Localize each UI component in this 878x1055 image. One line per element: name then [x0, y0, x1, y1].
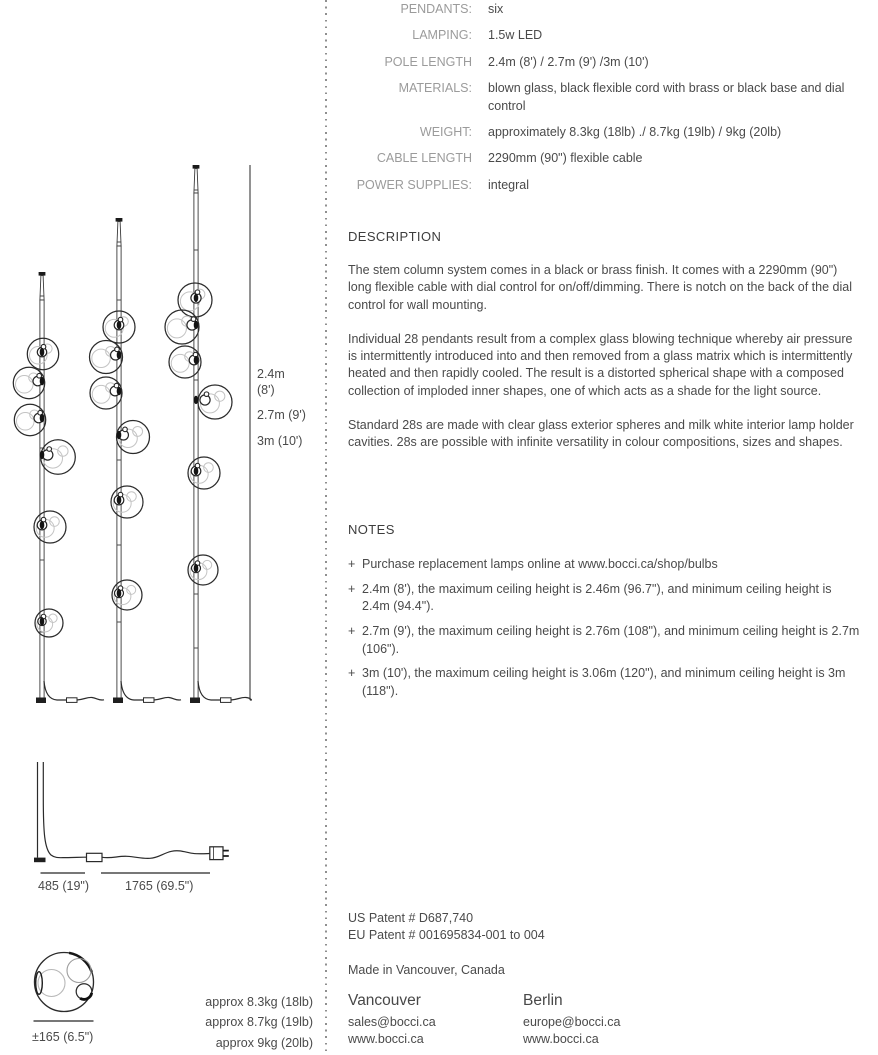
spec-label: POLE LENGTH: [384, 54, 472, 69]
note-item: [348, 556, 862, 573]
note-text: 2.4m (8'), the maximum ceiling height is 2.46m (96.7"), and minimum ceiling height is 2.4m (94.4").: [362, 581, 832, 614]
spec-value: blown glass, black flexible cord with brass or black base and dial control: [488, 81, 845, 113]
patents-block: [348, 910, 862, 945]
notes-section: [348, 521, 862, 708]
spec-label: WEIGHT:: [419, 125, 472, 140]
pole-height-label-2-7m: 2.7m (9'): [257, 408, 306, 422]
office-website: www.bocci.ca: [348, 1032, 424, 1046]
spec-label: MATERIALS:: [398, 81, 472, 96]
spec-table: [348, 1, 862, 194]
weight-label-3: approx 9kg (20lb): [215, 1035, 313, 1050]
plus-bullet-icon: +: [348, 624, 356, 639]
office-city: Berlin: [523, 992, 563, 1009]
plus-bullet-icon: +: [348, 666, 356, 681]
note-text: 3m (10'), the maximum ceiling height is 3.06m (120"), and minimum ceiling height is 3m (118").: [362, 666, 846, 698]
spec-value: integral: [488, 177, 529, 192]
note-text: 2.7m (9'), the maximum ceiling height is 2.76m (108"), and minimum ceiling height is 2.7m (106").: [362, 624, 860, 656]
spec-value: 2.4m (8') / 2.7m (9') /3m (10'): [488, 54, 649, 69]
description-paragraph-2: Individual 28 pendants result from a complex glass blowing technique whereby air pressure is intermittently introduced into and then removed from a glass matrix which is intermittently heated and then rapidly cooled. The result is a distorted spherical shape with a composed collection of imploded inner shapes, one of which acts as a shade for the light source.: [348, 331, 853, 398]
notes-list: [348, 556, 862, 700]
office-email: sales@bocci.ca: [348, 1015, 436, 1029]
spec-label: CABLE LENGTH: [376, 151, 472, 166]
plug: [210, 847, 223, 860]
pole-height-label-2-4m: [257, 367, 285, 398]
pendant-diameter-label: ±165 (6.5"): [32, 1030, 94, 1044]
dial-control: [87, 853, 103, 861]
left-diagrams-svg: [0, 0, 330, 1055]
note-item: [348, 581, 862, 616]
made-in-line: Made in Vancouver, Canada: [348, 963, 505, 977]
pole-height-label-2-4m-line1: 2.4m: [257, 367, 285, 381]
spec-label: LAMPING:: [412, 28, 472, 43]
weight-label-2: approx 8.7kg (19lb): [205, 1015, 313, 1030]
description-heading: DESCRIPTION: [348, 229, 442, 244]
spec-label: PENDANTS:: [400, 2, 472, 16]
notes-heading: NOTES: [348, 522, 395, 537]
office-vancouver: [348, 991, 523, 1048]
note-item: [348, 623, 862, 658]
pendant-detail-drawing: [34, 953, 94, 1022]
plus-bullet-icon: +: [348, 556, 356, 571]
plus-bullet-icon: +: [348, 581, 356, 596]
note-text: Purchase replacement lamps online at www.bocci.ca/shop/bulbs: [362, 556, 718, 571]
base-cable-drawing: [34, 762, 229, 873]
pole-height-label-2-4m-line2: (8'): [257, 382, 275, 397]
floor-lamps-drawing: [13, 165, 251, 703]
spec-label: POWER SUPPLIES:: [356, 177, 472, 192]
description-paragraph-3: Standard 28s are made with clear glass exterior spheres and milk white interior lamp holder cavities. 28s are possible with infinite versatility in colour compositions, sizes and shapes.: [348, 417, 854, 450]
description-section: [348, 228, 862, 452]
pole-height-label-3m: 3m (10'): [257, 434, 303, 448]
offices-block: [348, 991, 862, 1048]
note-item: [348, 665, 862, 700]
us-patent-line: US Patent # D687,740: [348, 911, 474, 925]
base-dimension-label: 485 (19"): [38, 879, 89, 893]
dotted-divider: [325, 0, 327, 1055]
weight-label-1: approx 8.3kg (18lb): [205, 995, 313, 1009]
spec-value: 1.5w LED: [488, 28, 543, 43]
office-email: europe@bocci.ca: [523, 1015, 621, 1029]
weight-labels: [140, 992, 313, 1053]
office-city: Vancouver: [348, 992, 421, 1009]
spec-value: approximately 8.3kg (18lb) ./ 8.7kg (19lb) / 9kg (20lb): [488, 125, 782, 140]
spec-value: 2290mm (90") flexible cable: [488, 151, 643, 166]
office-berlin: [523, 991, 698, 1048]
description-paragraph-1: The stem column system comes in a black or brass finish. It comes with a 2290mm (90") long flexible cable with dial control for on/off/dimming. There is notch on the back of the dial control for wall mounting.: [348, 262, 852, 312]
office-website: www.bocci.ca: [523, 1032, 599, 1046]
eu-patent-line: EU Patent # 001695834-001 to 004: [348, 928, 545, 943]
spec-value: six: [488, 2, 504, 16]
cable-dimension-label: 1765 (69.5"): [125, 879, 194, 893]
